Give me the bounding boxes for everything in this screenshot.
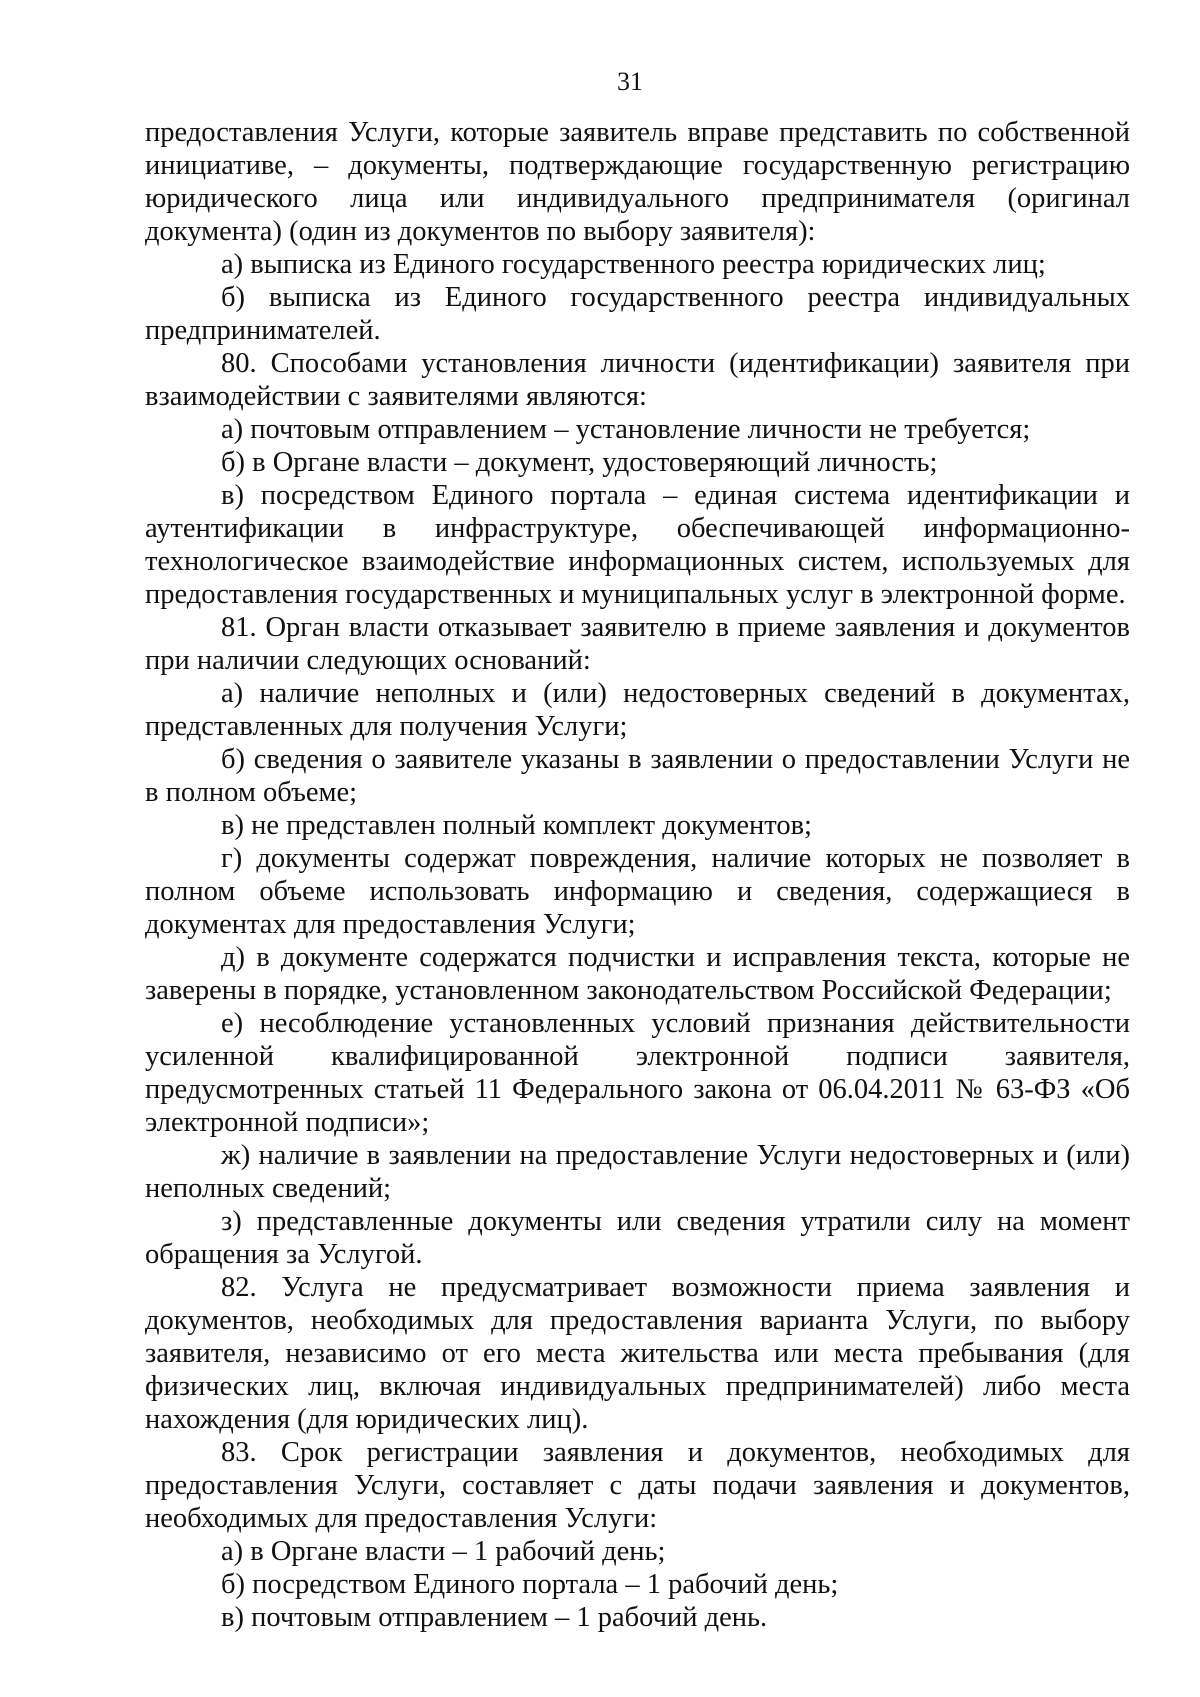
paragraph: а) в Органе власти – 1 рабочий день; (221, 1536, 666, 1567)
paragraph: б) сведения о заявителе указаны в заявлении о предоставлении Услуги не в полном объеме; (145, 744, 1130, 808)
paragraph: в) почтовым отправлением – 1 рабочий день. (221, 1602, 768, 1633)
document-body (145, 116, 1130, 1634)
paragraph: ж) наличие в заявлении на предоставление Услуги недостоверных и (или) неполных сведений; (145, 1140, 1130, 1204)
paragraph: в) посредством Единого портала – единая система идентификации и аутентификации в инфраструктуре, обеспечивающей информационно-технологическое взаимодействие информационных систем, используемых для предоставления государственных и муниципальных услуг в электронной форме. (145, 480, 1130, 610)
paragraph: з) представленные документы или сведения утратили силу на момент обращения за Услугой. (145, 1206, 1130, 1270)
paragraph: а) почтовым отправлением – установление личности не требуется; (221, 414, 1031, 445)
paragraph: д) в документе содержатся подчистки и исправления текста, которые не заверены в порядке, установленном законодательством Российской Федерации; (145, 942, 1130, 1006)
paragraph: а) выписка из Единого государственного реестра юридических лиц; (221, 249, 1046, 280)
paragraph: в) не представлен полный комплект документов; (221, 810, 812, 841)
paragraph: г) документы содержат повреждения, наличие которых не позволяет в полном объеме использовать информацию и сведения, содержащиеся в документах для предоставления Услуги; (145, 843, 1130, 940)
paragraph: предоставления Услуги, которые заявитель вправе представить по собственной инициативе, – документы, подтверждающие государственную регистрацию юридического лица или индивидуального предпринимателя (оригинал документа) (один из документов по выбору заявителя): (145, 117, 1130, 247)
paragraph: 83. Срок регистрации заявления и документов, необходимых для предоставления Услуги, составляет с даты подачи заявления и документов, необходимых для предоставления Услуги: (145, 1437, 1130, 1534)
paragraph: е) несоблюдение установленных условий признания действительности усиленной квалифицированной электронной подписи заявителя, предусмотренных статьей 11 Федерального закона от 06.04.2011 № 63-ФЗ «Об электронной подписи»; (145, 1008, 1130, 1138)
paragraph: 80. Способами установления личности (идентификации) заявителя при взаимодействии с заявителями являются: (145, 348, 1130, 412)
paragraph: 81. Орган власти отказывает заявителю в приеме заявления и документов при наличии следующих оснований: (145, 612, 1130, 676)
paragraph: 82. Услуга не предусматривает возможности приема заявления и документов, необходимых для предоставления варианта Услуги, по выбору заявителя, независимо от его места жительства или места пребывания (для физических лиц, включая индивидуальных предпринимателей) либо места нахождения (для юридических лиц). (145, 1272, 1130, 1435)
page-number: 31 (617, 67, 643, 96)
paragraph: б) выписка из Единого государственного реестра индивидуальных предпринимателей. (145, 282, 1130, 346)
paragraph: б) посредством Единого портала – 1 рабочий день; (221, 1569, 839, 1600)
paragraph: а) наличие неполных и (или) недостоверных сведений в документах, представленных для получения Услуги; (145, 678, 1130, 742)
paragraph: б) в Органе власти – документ, удостоверяющий личность; (221, 447, 938, 478)
